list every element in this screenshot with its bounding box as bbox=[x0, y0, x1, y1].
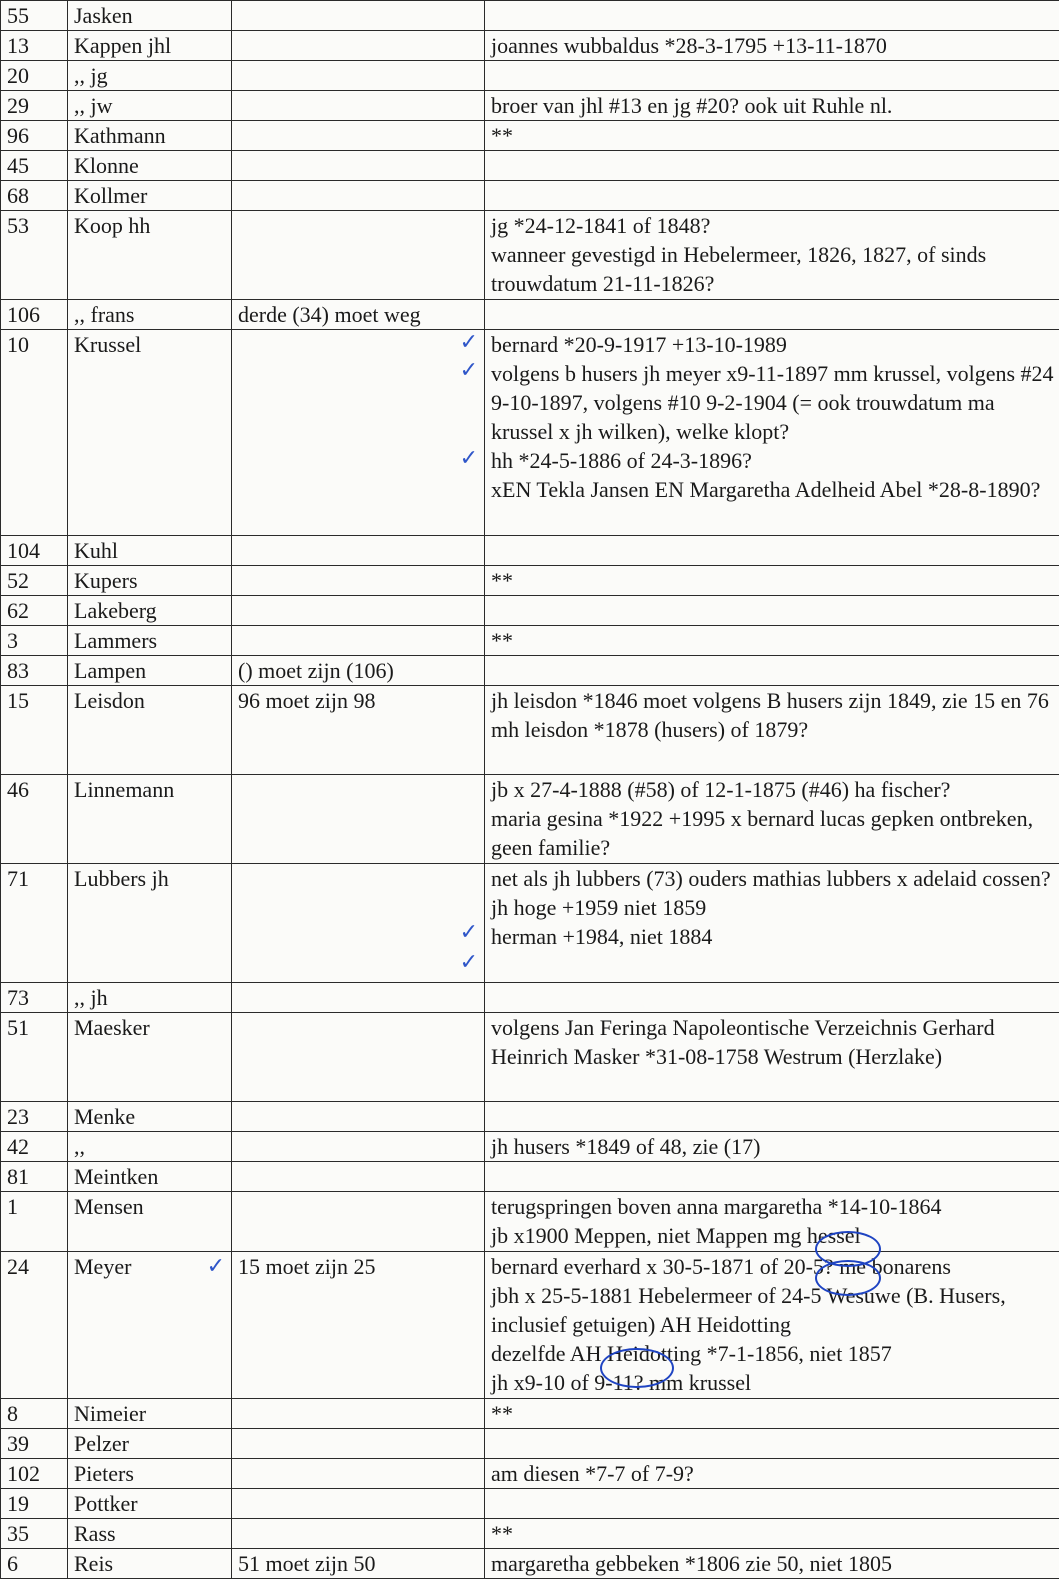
check-mark-icon: ✓ bbox=[460, 922, 478, 944]
table-row bbox=[1, 1459, 1059, 1489]
table-row bbox=[1, 1252, 1059, 1399]
note-line: jh husers *1849 of 48, zie (17) bbox=[491, 1132, 1059, 1161]
note-line: volgens Jan Feringa Napoleontische Verzeichnis Gerhard Heinrich Masker *31-08-1758 Westrum (Herzlake) bbox=[491, 1013, 1059, 1071]
row-comment-cell bbox=[232, 983, 485, 1013]
row-name-cell: Linnemann bbox=[68, 775, 232, 864]
row-name-cell: Mensen bbox=[68, 1192, 232, 1252]
row-comment-cell: 96 moet zijn 98 bbox=[232, 686, 485, 775]
note-line: ** bbox=[491, 566, 1059, 595]
row-notes-cell bbox=[485, 864, 1059, 983]
note-line: bernard everhard x 30-5-1871 of 20-5? me bonarens bbox=[491, 1252, 1059, 1281]
row-number-cell: 102 bbox=[1, 1459, 68, 1489]
table-row bbox=[1, 1489, 1059, 1519]
note-line: jbh x 25-5-1881 Hebelermeer of 24-5 Wesuwe (B. Husers, inclusief getuigen) AH Heidotting bbox=[491, 1281, 1059, 1339]
note-line: jb x 27-4-1888 (#58) of 12-1-1875 (#46) ha fischer? bbox=[491, 775, 1059, 804]
note-line: margaretha gebbeken *1806 zie 50, niet 1805 bbox=[491, 1549, 1059, 1578]
row-name-cell: Jasken bbox=[68, 1, 232, 31]
row-name-cell: Reis bbox=[68, 1549, 232, 1579]
table-row bbox=[1, 91, 1059, 121]
table-row bbox=[1, 1429, 1059, 1459]
row-notes-cell bbox=[485, 1399, 1059, 1429]
row-name-cell: Pieters bbox=[68, 1459, 232, 1489]
row-name-cell: ,, jw bbox=[68, 91, 232, 121]
check-mark-icon: ✓ bbox=[207, 1256, 225, 1278]
row-number-cell: 29 bbox=[1, 91, 68, 121]
row-comment-cell bbox=[232, 1162, 485, 1192]
row-number-cell: 10 bbox=[1, 330, 68, 536]
row-comment-cell bbox=[232, 1399, 485, 1429]
table-row bbox=[1, 1162, 1059, 1192]
note-line: volgens b husers jh meyer x9-11-1897 mm krussel, volgens #24 9-10-1897, volgens #10 9-2-1904 (= ook trouwdatum ma krussel x jh wilken), welke klopt? bbox=[491, 359, 1059, 446]
row-notes-cell bbox=[485, 983, 1059, 1013]
row-name-cell: Kuhl bbox=[68, 536, 232, 566]
row-notes-cell bbox=[485, 1, 1059, 31]
row-comment-cell: 51 moet zijn 50 bbox=[232, 1549, 485, 1579]
row-notes-cell bbox=[485, 91, 1059, 121]
row-number-cell: 81 bbox=[1, 1162, 68, 1192]
table-row bbox=[1, 211, 1059, 300]
row-comment-cell bbox=[232, 1013, 485, 1102]
row-notes-cell bbox=[485, 1429, 1059, 1459]
table-row bbox=[1, 330, 1059, 536]
row-number-cell: 71 bbox=[1, 864, 68, 983]
table-row bbox=[1, 626, 1059, 656]
check-mark-icon: ✓ bbox=[460, 332, 478, 354]
row-name-cell: Lammers bbox=[68, 626, 232, 656]
note-line: herman +1984, niet 1884 bbox=[491, 922, 1059, 951]
note-line: jg *24-12-1841 of 1848? bbox=[491, 211, 1059, 240]
row-name-cell: ,, bbox=[68, 1132, 232, 1162]
row-number-cell: 45 bbox=[1, 151, 68, 181]
check-mark-icon: ✓ bbox=[460, 360, 478, 382]
row-notes-cell bbox=[485, 1132, 1059, 1162]
row-number-cell: 73 bbox=[1, 983, 68, 1013]
row-comment-cell: () moet zijn (106) bbox=[232, 656, 485, 686]
row-name-cell: Krussel bbox=[68, 330, 232, 536]
row-name-cell: Lubbers jh bbox=[68, 864, 232, 983]
row-number-cell: 42 bbox=[1, 1132, 68, 1162]
row-notes-cell bbox=[485, 596, 1059, 626]
table-row bbox=[1, 300, 1059, 330]
row-number-cell: 52 bbox=[1, 566, 68, 596]
note-line: ** bbox=[491, 1519, 1059, 1548]
check-mark-icon: ✓ bbox=[460, 952, 478, 974]
row-comment-cell bbox=[232, 864, 485, 983]
table-row bbox=[1, 864, 1059, 983]
table-row bbox=[1, 1549, 1059, 1579]
row-notes-cell bbox=[485, 61, 1059, 91]
row-comment-cell bbox=[232, 211, 485, 300]
row-name-cell: Meyer ✓ bbox=[68, 1252, 232, 1399]
row-comment-cell bbox=[232, 1132, 485, 1162]
row-comment-cell bbox=[232, 121, 485, 151]
row-name-cell: Leisdon bbox=[68, 686, 232, 775]
note-line: xEN Tekla Jansen EN Margaretha Adelheid Abel *28-8-1890? bbox=[491, 475, 1059, 504]
row-number-cell: 46 bbox=[1, 775, 68, 864]
row-name-cell: Lampen bbox=[68, 656, 232, 686]
table-row bbox=[1, 1519, 1059, 1549]
row-notes-cell bbox=[485, 656, 1059, 686]
table-row bbox=[1, 31, 1059, 61]
row-comment-cell bbox=[232, 61, 485, 91]
row-comment-cell bbox=[232, 775, 485, 864]
row-notes-cell bbox=[485, 31, 1059, 61]
row-number-cell: 51 bbox=[1, 1013, 68, 1102]
table-row bbox=[1, 61, 1059, 91]
row-notes-cell bbox=[485, 1252, 1059, 1399]
note-line: jh hoge +1959 niet 1859 bbox=[491, 893, 1059, 922]
table-row bbox=[1, 181, 1059, 211]
table-row bbox=[1, 1132, 1059, 1162]
row-comment-cell: 15 moet zijn 25 bbox=[232, 1252, 485, 1399]
row-comment-cell bbox=[232, 536, 485, 566]
table-row bbox=[1, 566, 1059, 596]
row-notes-cell bbox=[485, 686, 1059, 775]
row-notes-cell bbox=[485, 536, 1059, 566]
row-comment-cell bbox=[232, 1, 485, 31]
row-notes-cell bbox=[485, 151, 1059, 181]
row-name-cell: Maesker bbox=[68, 1013, 232, 1102]
row-number-cell: 13 bbox=[1, 31, 68, 61]
row-number-cell: 1 bbox=[1, 1192, 68, 1252]
row-notes-cell bbox=[485, 775, 1059, 864]
row-name-cell: ,, jh bbox=[68, 983, 232, 1013]
table-row bbox=[1, 1399, 1059, 1429]
row-number-cell: 35 bbox=[1, 1519, 68, 1549]
row-comment-cell bbox=[232, 1459, 485, 1489]
row-number-cell: 24 bbox=[1, 1252, 68, 1399]
table-row bbox=[1, 775, 1059, 864]
row-number-cell: 55 bbox=[1, 1, 68, 31]
row-name-cell: Menke bbox=[68, 1102, 232, 1132]
row-name-cell: Pelzer bbox=[68, 1429, 232, 1459]
register-table-body bbox=[1, 1, 1059, 1579]
row-name-cell: Lakeberg bbox=[68, 596, 232, 626]
row-number-cell: 62 bbox=[1, 596, 68, 626]
table-row bbox=[1, 1192, 1059, 1252]
row-notes-cell bbox=[485, 1549, 1059, 1579]
row-comment-cell bbox=[232, 181, 485, 211]
row-number-cell: 8 bbox=[1, 1399, 68, 1429]
row-name-cell: Kappen jhl bbox=[68, 31, 232, 61]
row-comment-cell bbox=[232, 330, 485, 536]
row-number-cell: 3 bbox=[1, 626, 68, 656]
row-notes-cell bbox=[485, 1162, 1059, 1192]
note-line: terugspringen boven anna margaretha *14-10-1864 bbox=[491, 1192, 1059, 1221]
row-notes-cell bbox=[485, 330, 1059, 536]
row-notes-cell bbox=[485, 121, 1059, 151]
table-row bbox=[1, 596, 1059, 626]
row-number-cell: 96 bbox=[1, 121, 68, 151]
row-comment-cell: derde (34) moet weg bbox=[232, 300, 485, 330]
row-number-cell: 23 bbox=[1, 1102, 68, 1132]
table-row bbox=[1, 1, 1059, 31]
note-line: jh leisdon *1846 moet volgens B husers zijn 1849, zie 15 en 76 bbox=[491, 686, 1059, 715]
row-name-cell: Kupers bbox=[68, 566, 232, 596]
row-comment-cell bbox=[232, 1519, 485, 1549]
row-comment-cell bbox=[232, 1192, 485, 1252]
row-name-cell: Kathmann bbox=[68, 121, 232, 151]
row-notes-cell bbox=[485, 1102, 1059, 1132]
row-number-cell: 53 bbox=[1, 211, 68, 300]
row-number-cell: 15 bbox=[1, 686, 68, 775]
row-notes-cell bbox=[485, 1013, 1059, 1102]
row-name-cell: ,, jg bbox=[68, 61, 232, 91]
row-name-cell: Meintken bbox=[68, 1162, 232, 1192]
note-line: broer van jhl #13 en jg #20? ook uit Ruhle nl. bbox=[491, 91, 1059, 120]
row-number-cell: 6 bbox=[1, 1549, 68, 1579]
row-number-cell: 106 bbox=[1, 300, 68, 330]
table-row bbox=[1, 121, 1059, 151]
note-line: maria gesina *1922 +1995 x bernard lucas gepken ontbreken, geen familie? bbox=[491, 804, 1059, 862]
row-notes-cell bbox=[485, 1489, 1059, 1519]
row-notes-cell bbox=[485, 1519, 1059, 1549]
row-name-cell: ,, frans bbox=[68, 300, 232, 330]
row-comment-cell bbox=[232, 151, 485, 181]
table-row bbox=[1, 686, 1059, 775]
row-comment-cell bbox=[232, 1102, 485, 1132]
note-line: jb x1900 Meppen, niet Mappen mg hessel bbox=[491, 1221, 1059, 1250]
note-line: ** bbox=[491, 626, 1059, 655]
row-number-cell: 104 bbox=[1, 536, 68, 566]
row-name-cell: Kollmer bbox=[68, 181, 232, 211]
row-name-cell: Koop hh bbox=[68, 211, 232, 300]
table-row bbox=[1, 1013, 1059, 1102]
note-line: bernard *20-9-1917 +13-10-1989 bbox=[491, 330, 1059, 359]
row-notes-cell bbox=[485, 181, 1059, 211]
row-notes-cell bbox=[485, 1192, 1059, 1252]
note-line: am diesen *7-7 of 7-9? bbox=[491, 1459, 1059, 1488]
table-row bbox=[1, 983, 1059, 1013]
note-line: wanneer gevestigd in Hebelermeer, 1826, 1827, of sinds trouwdatum 21-11-1826? bbox=[491, 240, 1059, 298]
row-notes-cell bbox=[485, 211, 1059, 300]
row-comment-cell bbox=[232, 91, 485, 121]
row-comment-cell bbox=[232, 1489, 485, 1519]
row-number-cell: 83 bbox=[1, 656, 68, 686]
table-row bbox=[1, 656, 1059, 686]
note-line: joannes wubbaldus *28-3-1795 +13-11-1870 bbox=[491, 31, 1059, 60]
table-row bbox=[1, 151, 1059, 181]
row-number-cell: 20 bbox=[1, 61, 68, 91]
table-row bbox=[1, 536, 1059, 566]
table-row bbox=[1, 1102, 1059, 1132]
note-line: jh x9-10 of 9-11? mm krussel bbox=[491, 1368, 1059, 1397]
row-notes-cell bbox=[485, 626, 1059, 656]
note-line: ** bbox=[491, 1399, 1059, 1428]
note-line: mh leisdon *1878 (husers) of 1879? bbox=[491, 715, 1059, 744]
row-comment-cell bbox=[232, 31, 485, 61]
row-comment-cell bbox=[232, 1429, 485, 1459]
check-mark-icon: ✓ bbox=[460, 448, 478, 470]
row-name-cell: Rass bbox=[68, 1519, 232, 1549]
row-comment-cell bbox=[232, 566, 485, 596]
row-notes-cell bbox=[485, 300, 1059, 330]
row-notes-cell bbox=[485, 566, 1059, 596]
row-number-cell: 19 bbox=[1, 1489, 68, 1519]
row-number-cell: 39 bbox=[1, 1429, 68, 1459]
note-line: dezelfde AH Heidotting *7-1-1856, niet 1857 bbox=[491, 1339, 1059, 1368]
row-name-cell: Klonne bbox=[68, 151, 232, 181]
row-name-cell: Nimeier bbox=[68, 1399, 232, 1429]
note-line: net als jh lubbers (73) ouders mathias lubbers x adelaid cossen? bbox=[491, 864, 1059, 893]
row-notes-cell bbox=[485, 1459, 1059, 1489]
row-comment-cell bbox=[232, 626, 485, 656]
row-number-cell: 68 bbox=[1, 181, 68, 211]
note-line: hh *24-5-1886 of 24-3-1896? bbox=[491, 446, 1059, 475]
note-line: ** bbox=[491, 121, 1059, 150]
row-name-cell: Pottker bbox=[68, 1489, 232, 1519]
row-comment-cell bbox=[232, 596, 485, 626]
